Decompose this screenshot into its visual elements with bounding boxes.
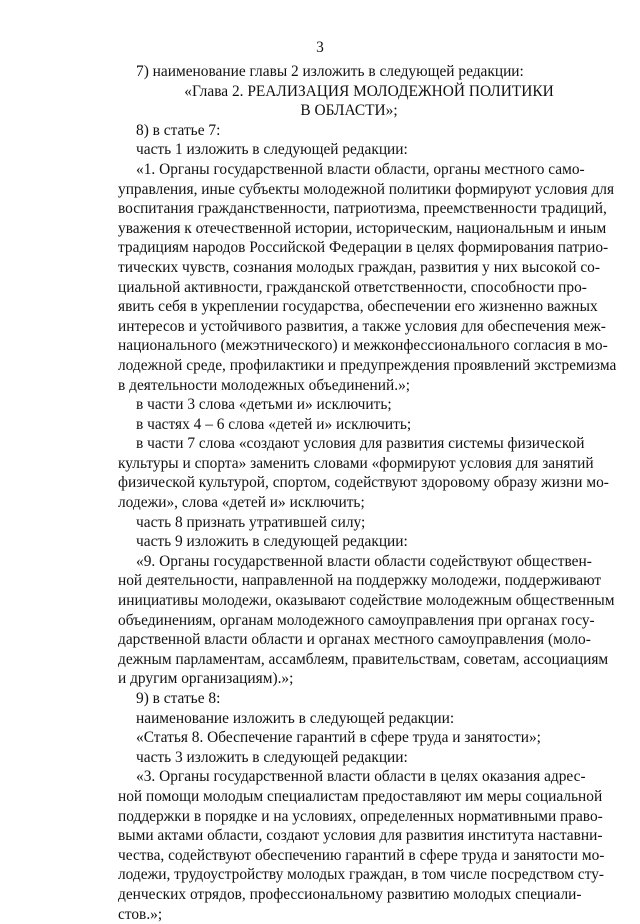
text-line: в части 3 слова «детьми и» исключить; — [136, 396, 392, 414]
text-line: интересов и устойчивого развития, а также условия для обеспечения меж- — [118, 317, 606, 335]
text-line: денческих отрядов, профессиональному развитию молодых специали- — [118, 885, 582, 903]
paragraph — [118, 709, 580, 729]
text-line: уважения к отечественной истории, историческим, национальным и иным — [118, 219, 607, 237]
text-line: 7) наименование главы 2 изложить в следующей редакции: — [136, 63, 524, 80]
text-line: лодежи, трудоустройству молодых граждан, в том числе посредством сту- — [118, 866, 605, 884]
heading-line: «Глава 2. РЕАЛИЗАЦИЯ МОЛОДЕЖНОЙ ПОЛИТИКИ — [184, 82, 554, 100]
text-line: стов.»; — [118, 905, 163, 923]
text-line: выми актами области, создают условия для развития института наставни- — [118, 827, 603, 845]
text-line: объединениям, органам молодежного самоуправления при органах госу- — [118, 611, 595, 629]
paragraph — [118, 160, 617, 395]
text-line: ной помощи молодым специалистам предоставляют им меры социальной — [118, 787, 603, 805]
paragraph — [118, 434, 609, 512]
paragraph — [118, 689, 580, 709]
text-line: 9) в статье 8: — [136, 690, 221, 707]
text-line: «Статья 8. Обеспечение гарантий в сфере труда и занятости»; — [136, 729, 541, 747]
text-line: лодежи», слова «детей и» исключить; — [118, 494, 365, 512]
chapter-heading — [118, 82, 580, 121]
paragraph — [118, 395, 580, 415]
text-line: воспитания гражданственности, патриотизма, преемственности традиций, — [118, 200, 607, 218]
text-line: «3. Органы государственной власти области в целях оказания адрес- — [136, 768, 586, 786]
text-line: дарственной власти области и органах местного самоуправления (моло- — [118, 631, 591, 649]
text-line: часть 3 изложить в следующей редакции: — [136, 748, 408, 766]
paragraph — [118, 767, 605, 924]
text-line: физической культурой, спортом, содействуют здоровому образу жизни мо- — [118, 474, 609, 492]
text-line: национального (межэтнического) и межконфессионального согласия в мо- — [118, 337, 608, 355]
text-line: в деятельности молодежных объединений.»; — [118, 376, 411, 394]
paragraph — [118, 748, 580, 768]
paragraph — [118, 415, 580, 435]
paragraph — [118, 121, 580, 141]
text-line: в частях 4 – 6 слова «детей и» исключить; — [136, 415, 412, 433]
paragraph — [118, 140, 580, 160]
text-line: управления, иные субъекты молодежной политики формируют условия для — [118, 180, 615, 198]
page-number: 3 — [316, 39, 324, 56]
text-line: и другим организациям).»; — [118, 670, 294, 688]
text-line: часть 8 признать утратившей силу; — [136, 513, 366, 531]
paragraph — [118, 513, 580, 533]
paragraph — [118, 552, 615, 689]
text-line: чества, содействуют обеспечению гарантий в сфере труда и занятости мо- — [118, 846, 605, 864]
text-line: часть 9 изложить в следующей редакции: — [136, 533, 408, 551]
text-line: тических чувств, сознания молодых граждан, развития у них высокой со- — [118, 258, 600, 276]
text-line: в части 7 слова «создают условия для развития системы физической — [136, 435, 585, 453]
text-line: культуры и спорта» заменить словами «формируют условия для занятий — [118, 454, 594, 472]
text-line: лодежной среде, профилактики и предупреждения проявлений экстремизма — [118, 356, 617, 374]
document-body — [118, 62, 617, 924]
text-line: наименование изложить в следующей редакции: — [136, 709, 455, 727]
paragraph — [118, 62, 580, 82]
text-line: ной деятельности, направленной на поддержку молодежи, поддерживают — [118, 572, 602, 590]
paragraph — [118, 728, 580, 748]
heading-line: В ОБЛАСТИ»; — [300, 102, 398, 120]
text-line: 8) в статье 7: — [136, 121, 221, 139]
text-line: часть 1 изложить в следующей редакции: — [136, 141, 408, 159]
paragraph — [118, 532, 580, 552]
text-line: традициям народов Российской Федерации в целях формирования патрио- — [118, 239, 609, 257]
text-line: циальной активности, гражданской ответственности, способности про- — [118, 278, 587, 296]
text-line: дежным парламентам, ассамблеям, правительствам, советам, ассоциациям — [118, 650, 609, 668]
text-line: поддержки в порядке и на условиях, определенных нормативными право- — [118, 807, 603, 825]
text-line: явить себя в укреплении государства, обеспечении его жизненно важных — [118, 298, 598, 316]
text-line: инициативы молодежи, оказывают содействие молодежным общественным — [118, 592, 615, 610]
text-line: «1. Органы государственной власти области, органы местного само- — [136, 160, 585, 178]
text-line: «9. Органы государственной власти области содействуют обществен- — [136, 552, 592, 570]
